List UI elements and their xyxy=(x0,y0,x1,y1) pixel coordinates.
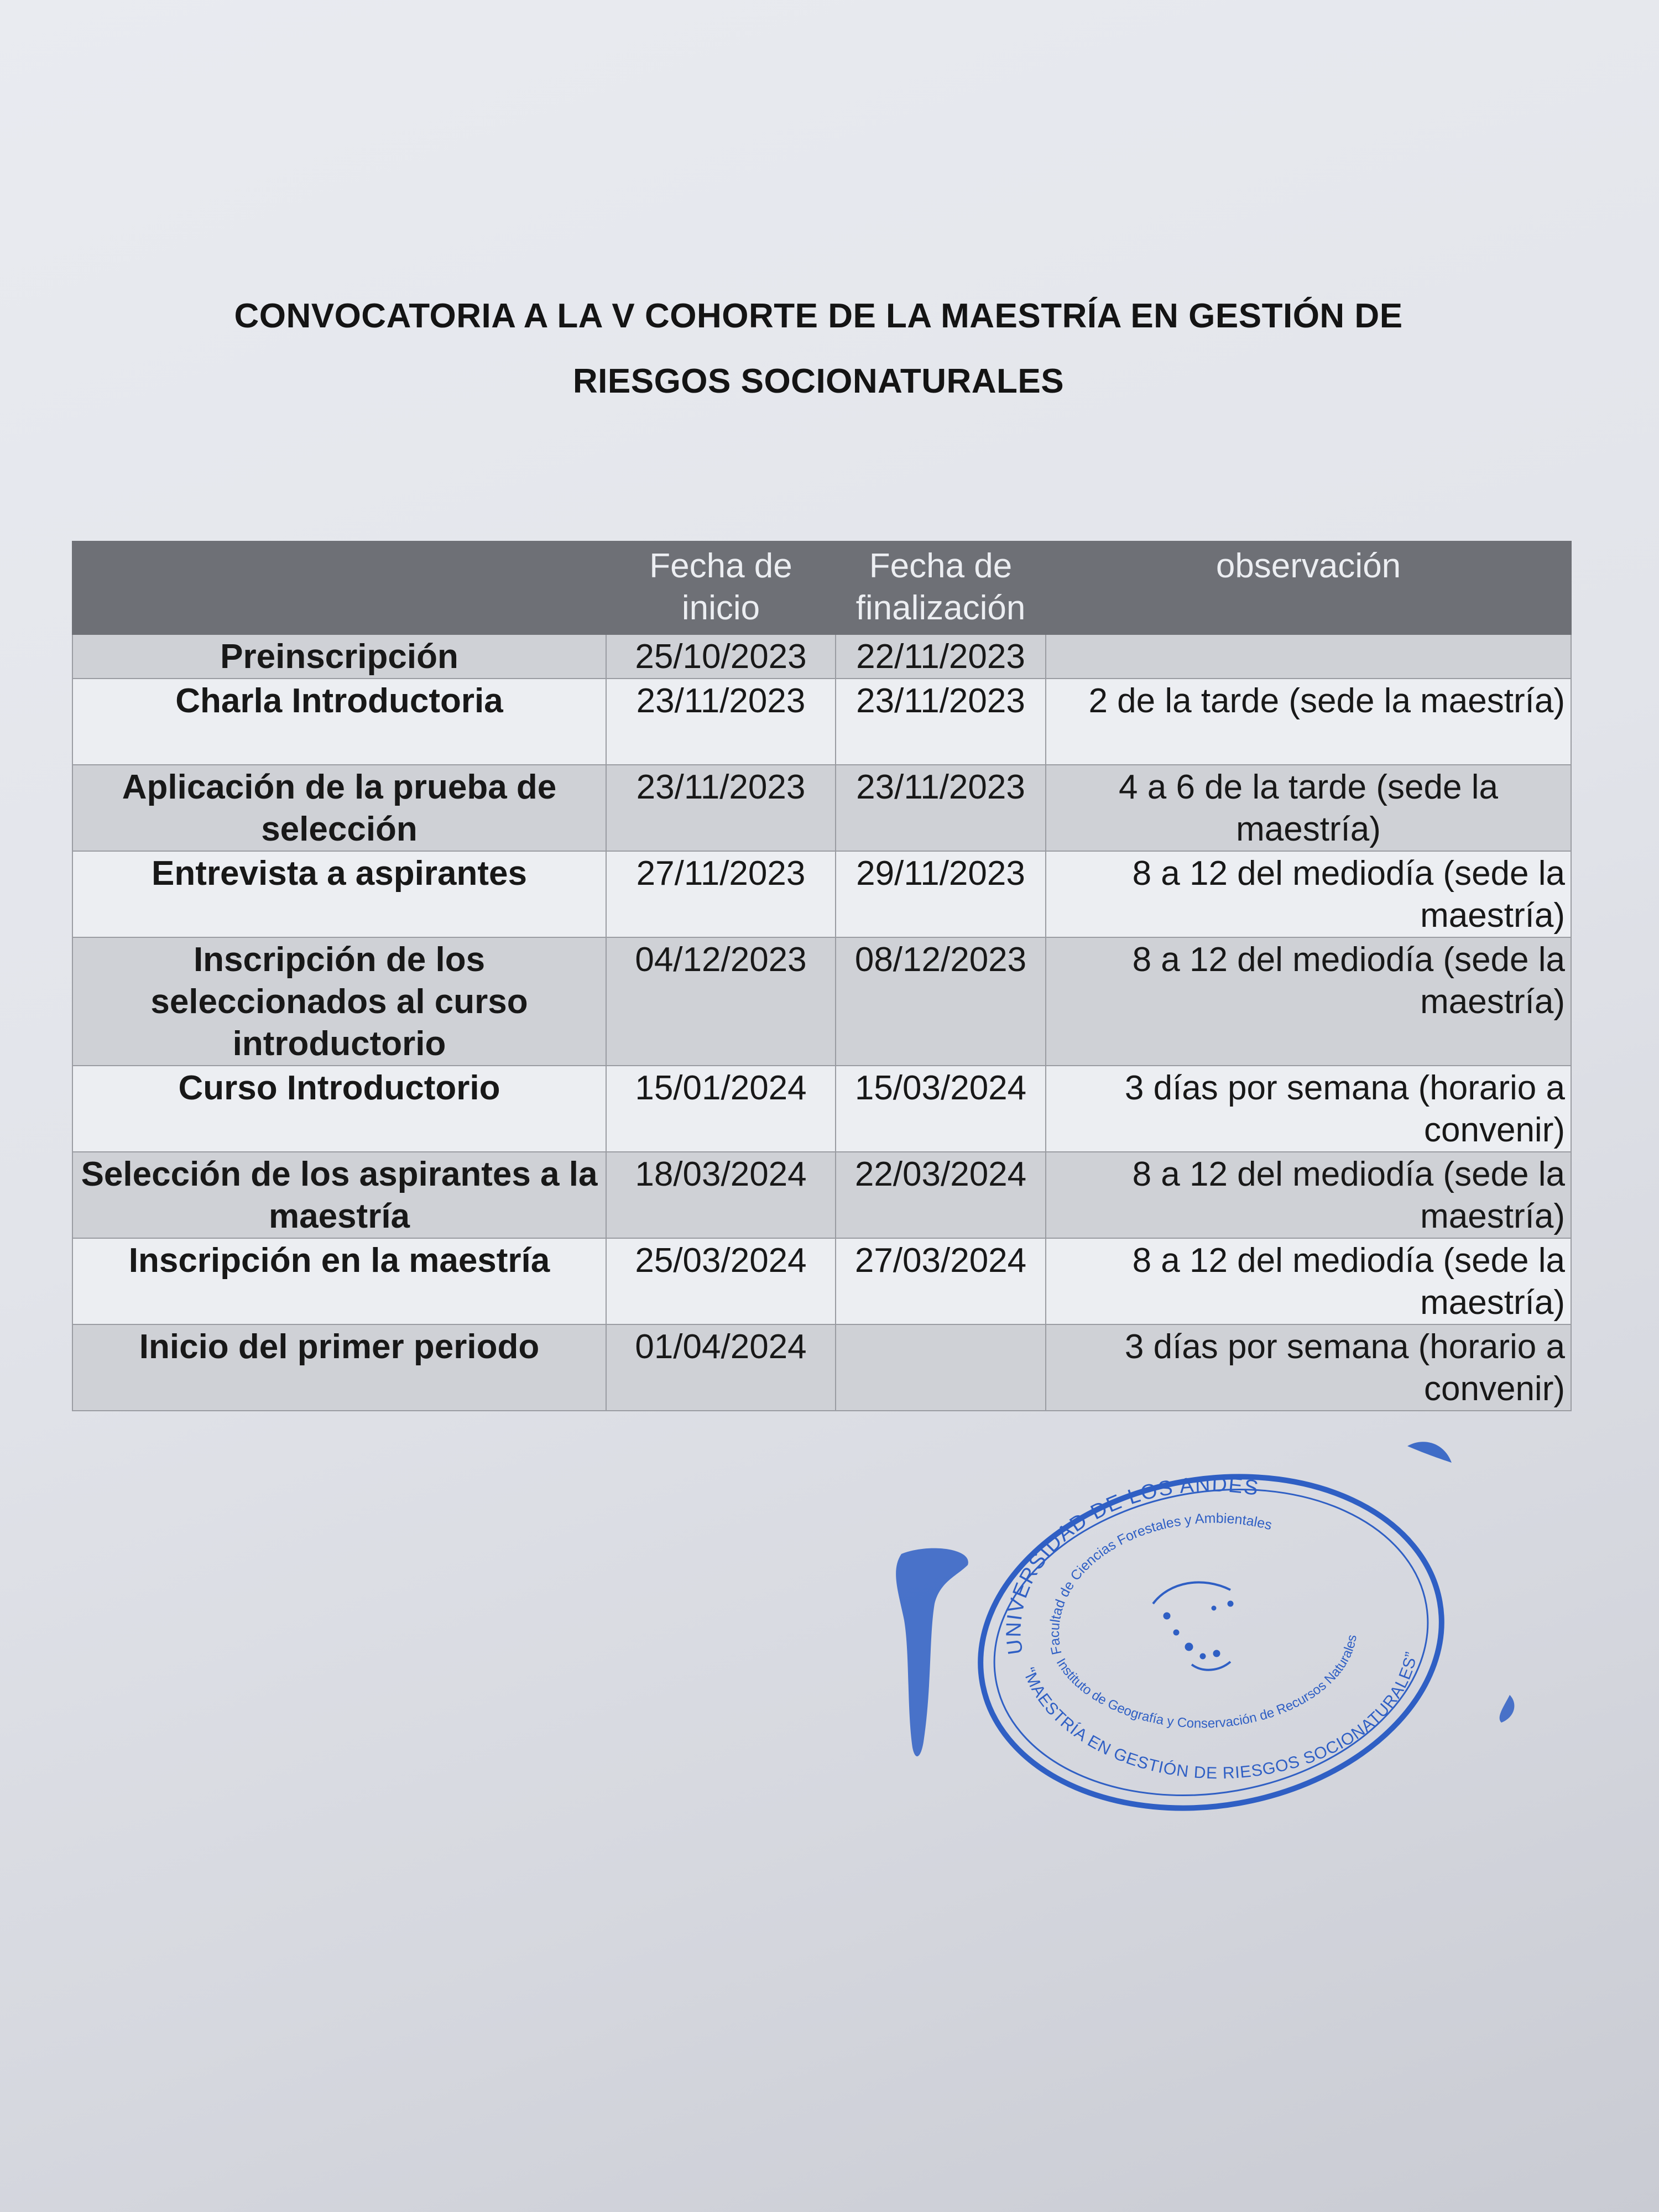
document-title-line-1: CONVOCATORIA A LA V COHORTE DE LA MAESTRÍA EN GESTIÓN DE xyxy=(234,297,1403,335)
seal-university-name: UNIVERSIDAD DE LOS ANDES xyxy=(1002,1473,1261,1656)
ink-mark-top-right xyxy=(1405,1438,1454,1471)
row-activity: Inscripción de los seleccionados al curso introductorio xyxy=(72,937,606,1066)
row-activity: Selección de los aspirantes a la maestría xyxy=(72,1152,606,1238)
row-activity: Charla Introductoria xyxy=(72,679,606,765)
ink-mark-right xyxy=(1493,1692,1521,1725)
row-end-date: 27/03/2024 xyxy=(836,1238,1046,1324)
row-notes: 3 días por semana (horario a convenir) xyxy=(1046,1066,1571,1152)
row-notes: 2 de la tarde (sede la maestría) xyxy=(1046,679,1571,765)
row-activity: Inscripción en la maestría xyxy=(72,1238,606,1324)
row-end-date: 29/11/2023 xyxy=(836,851,1046,937)
table-row xyxy=(72,679,1571,765)
table-row xyxy=(72,1324,1571,1411)
row-start-date: 25/10/2023 xyxy=(606,634,836,679)
row-notes: 8 a 12 del mediodía (sede la maestría) xyxy=(1046,851,1571,937)
table-row xyxy=(72,765,1571,851)
header-start-date: Fecha de inicio xyxy=(606,541,836,634)
table-row xyxy=(72,634,1571,679)
row-start-date: 25/03/2024 xyxy=(606,1238,836,1324)
table-row xyxy=(72,851,1571,937)
row-activity: Entrevista a aspirantes xyxy=(72,851,606,937)
header-end-date: Fecha de finalización xyxy=(836,541,1046,634)
row-notes: 8 a 12 del mediodía (sede la maestría) xyxy=(1046,937,1571,1066)
document-title-line-2: RIESGOS SOCIONATURALES xyxy=(572,362,1065,400)
row-start-date: 15/01/2024 xyxy=(606,1066,836,1152)
row-end-date: 23/11/2023 xyxy=(836,765,1046,851)
seal-emblem-icon xyxy=(1153,1582,1233,1670)
table-row xyxy=(72,1066,1571,1152)
row-activity: Curso Introductorio xyxy=(72,1066,606,1152)
table-header-row xyxy=(72,541,1571,634)
table-row xyxy=(72,1152,1571,1238)
header-activity xyxy=(72,541,606,634)
seal-program-name: “MAESTRÍA EN GESTIÓN DE RIESGOS SOCIONATURALES” xyxy=(1019,1650,1421,1783)
row-activity: Aplicación de la prueba de selección xyxy=(72,765,606,851)
seal-faculty-name: Facultad de Ciencias Forestales y Ambientales xyxy=(1046,1510,1274,1656)
row-notes: 8 a 12 del mediodía (sede la maestría) xyxy=(1046,1152,1571,1238)
row-end-date: 22/03/2024 xyxy=(836,1152,1046,1238)
row-notes: 4 a 6 de la tarde (sede la maestría) xyxy=(1046,765,1571,851)
header-notes: observación xyxy=(1046,541,1571,634)
row-start-date: 23/11/2023 xyxy=(606,765,836,851)
row-activity: Inicio del primer periodo xyxy=(72,1324,606,1411)
table-row xyxy=(72,1238,1571,1324)
row-end-date: 08/12/2023 xyxy=(836,937,1046,1066)
row-start-date: 18/03/2024 xyxy=(606,1152,836,1238)
row-end-date: 23/11/2023 xyxy=(836,679,1046,765)
seal-institute-name: Instituto de Geografía y Conservación de Recursos Naturales xyxy=(1053,1634,1360,1731)
row-notes: 3 días por semana (horario a convenir) xyxy=(1046,1324,1571,1411)
ink-smudge-left xyxy=(890,1543,979,1764)
university-seal xyxy=(971,1471,1452,1814)
row-end-date xyxy=(836,1324,1046,1411)
row-activity: Preinscripción xyxy=(72,634,606,679)
table-row xyxy=(72,937,1571,1066)
row-start-date: 04/12/2023 xyxy=(606,937,836,1066)
row-notes: 8 a 12 del mediodía (sede la maestría) xyxy=(1046,1238,1571,1324)
row-start-date: 01/04/2024 xyxy=(606,1324,836,1411)
row-start-date: 23/11/2023 xyxy=(606,679,836,765)
schedule-table xyxy=(72,541,1572,1411)
row-notes xyxy=(1046,634,1571,679)
row-end-date: 22/11/2023 xyxy=(836,634,1046,679)
row-end-date: 15/03/2024 xyxy=(836,1066,1046,1152)
row-start-date: 27/11/2023 xyxy=(606,851,836,937)
